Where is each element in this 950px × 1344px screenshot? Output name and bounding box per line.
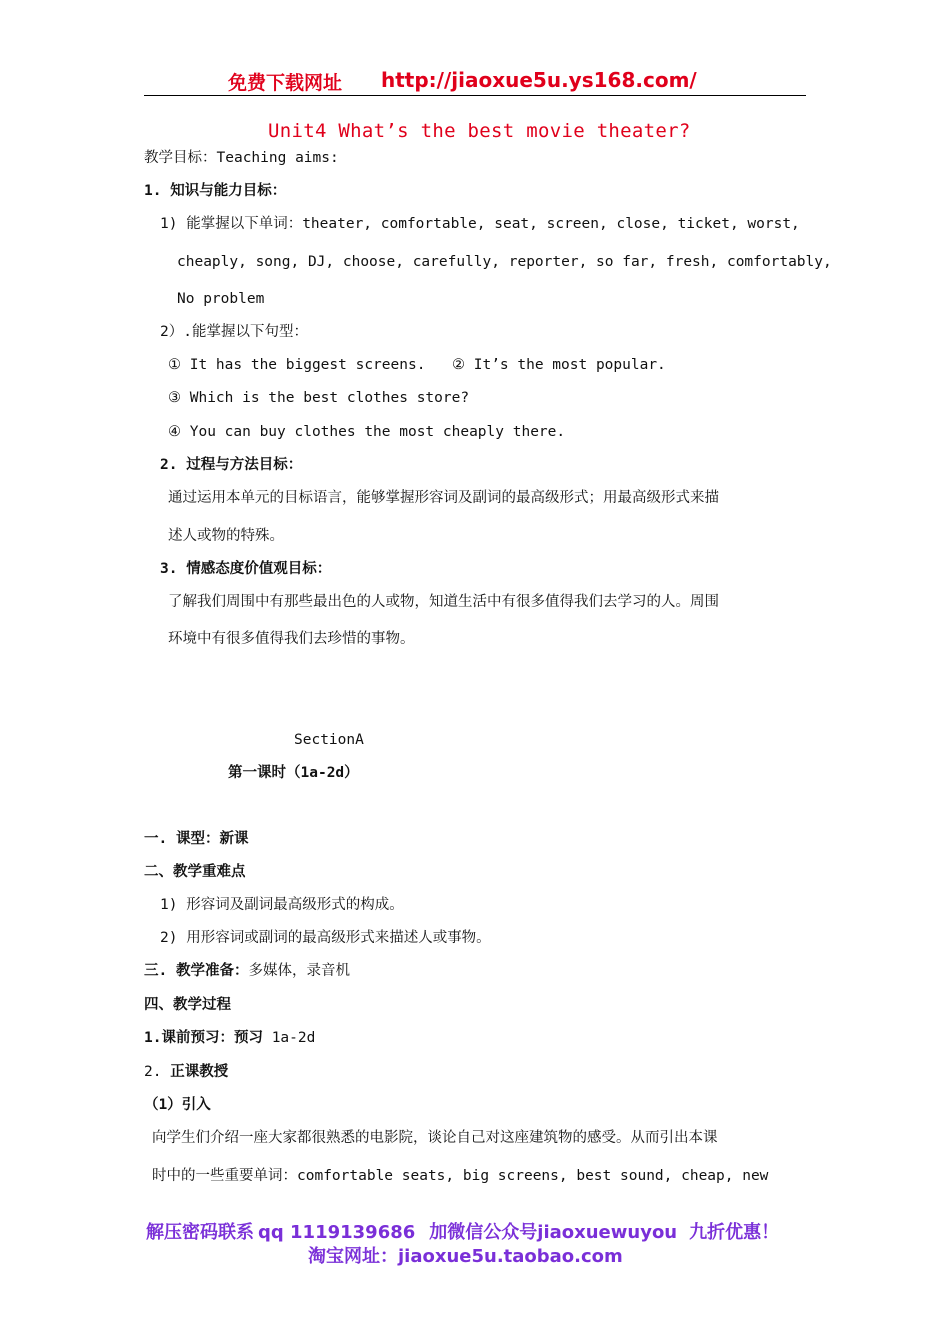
aims-sentence-label: 2）.能掌握以下句型： bbox=[160, 324, 308, 340]
intro-heading: （1）引入 bbox=[144, 1097, 211, 1113]
aims-label: 教学目标：Teaching aims: bbox=[144, 150, 339, 166]
aims-section2-line1: 通过运用本单元的目标语言，能够掌握形容词及副词的最高级形式；用最高级形式来描 bbox=[168, 490, 719, 506]
preview-step bbox=[144, 1028, 315, 1048]
intro-line-2: 时中的一些重要单词：comfortable seats, big screens, best sound, cheap, new bbox=[152, 1168, 769, 1184]
key-points-heading: 二、教学重难点 bbox=[144, 864, 246, 880]
footer-password-label: 解压密码联系 bbox=[146, 1222, 254, 1243]
key-point-1: 1) 形容词及副词最高级形式的构成。 bbox=[160, 897, 404, 913]
aims-section2-heading: 2. 过程与方法目标： bbox=[160, 457, 303, 473]
footer-wechat-label: 加微信公众号 bbox=[429, 1222, 538, 1243]
section-name: SectionA bbox=[294, 732, 364, 748]
aims-sentence-1: ① It has the biggest screens. bbox=[168, 357, 426, 373]
aims-section1-heading: 1. 知识与能力目标： bbox=[144, 183, 287, 199]
intro-line-1: 向学生们介绍一座大家都很熟悉的电影院，谈论自己对这座建筑物的感受。从而引出本课 bbox=[152, 1130, 718, 1146]
teaching-prep-value: 多媒体，录音机 bbox=[248, 963, 350, 979]
aims-section2-line2: 述人或物的特殊。 bbox=[168, 528, 284, 544]
footer-line-1 bbox=[146, 1218, 779, 1244]
header-url-link[interactable]: http://jiaoxue5u.ys168.com/ bbox=[381, 68, 697, 92]
teaching-prep-label: 三. 教学准备： bbox=[144, 963, 249, 979]
preview-step-label: 1.课前预习：预习 bbox=[144, 1030, 263, 1046]
aims-vocab-line1: 1) 能掌握以下单词：theater, comfortable, seat, screen, close, ticket, worst, bbox=[160, 216, 800, 232]
header-divider bbox=[144, 95, 806, 96]
header-site-label: 免费下载网址 bbox=[228, 72, 343, 94]
footer-line-2 bbox=[308, 1242, 623, 1268]
footer-taobao-label: 淘宝网址： bbox=[308, 1246, 398, 1267]
footer-qq: qq 1119139686 bbox=[258, 1222, 416, 1243]
aims-sentence-2: ② It’s the most popular. bbox=[452, 357, 666, 373]
document-title: Unit4 What’s the best movie theater? bbox=[268, 120, 691, 142]
footer-discount: 九折优惠！ bbox=[689, 1222, 780, 1243]
teaching-prep bbox=[144, 961, 350, 981]
aims-sentence-4: ④ You can buy clothes the most cheaply there. bbox=[168, 424, 566, 440]
aims-section3-line1: 了解我们周围中有那些最出色的人或物，知道生活中有很多值得我们去学习的人。周围 bbox=[168, 594, 719, 610]
aims-vocab-line2: cheaply, song, DJ, choose, carefully, reporter, so far, fresh, comfortably, bbox=[177, 254, 832, 270]
aims-sentence-3: ③ Which is the best clothes store? bbox=[168, 390, 470, 406]
aims-section3-heading: 3. 情感态度价值观目标： bbox=[160, 561, 332, 577]
aims-section3-line2: 环境中有很多值得我们去珍惜的事物。 bbox=[168, 631, 415, 647]
footer-wechat-id: jiaoxuewuyou bbox=[537, 1222, 678, 1243]
teaching-step-label: 正课教授 bbox=[170, 1064, 229, 1080]
teaching-step bbox=[144, 1062, 228, 1082]
preview-step-value: 1a-2d bbox=[262, 1030, 316, 1046]
footer-taobao-url[interactable]: jiaoxue5u.taobao.com bbox=[398, 1246, 623, 1267]
aims-vocab-line3: No problem bbox=[177, 291, 265, 307]
teaching-step-number: 2. bbox=[144, 1064, 171, 1080]
lesson-type: 一. 课型：新课 bbox=[144, 831, 249, 847]
lesson-title: 第一课时（1a-2d） bbox=[228, 765, 359, 781]
key-point-2: 2) 用形容词或副词的最高级形式来描述人或事物。 bbox=[160, 930, 491, 946]
process-heading: 四、教学过程 bbox=[144, 997, 231, 1013]
